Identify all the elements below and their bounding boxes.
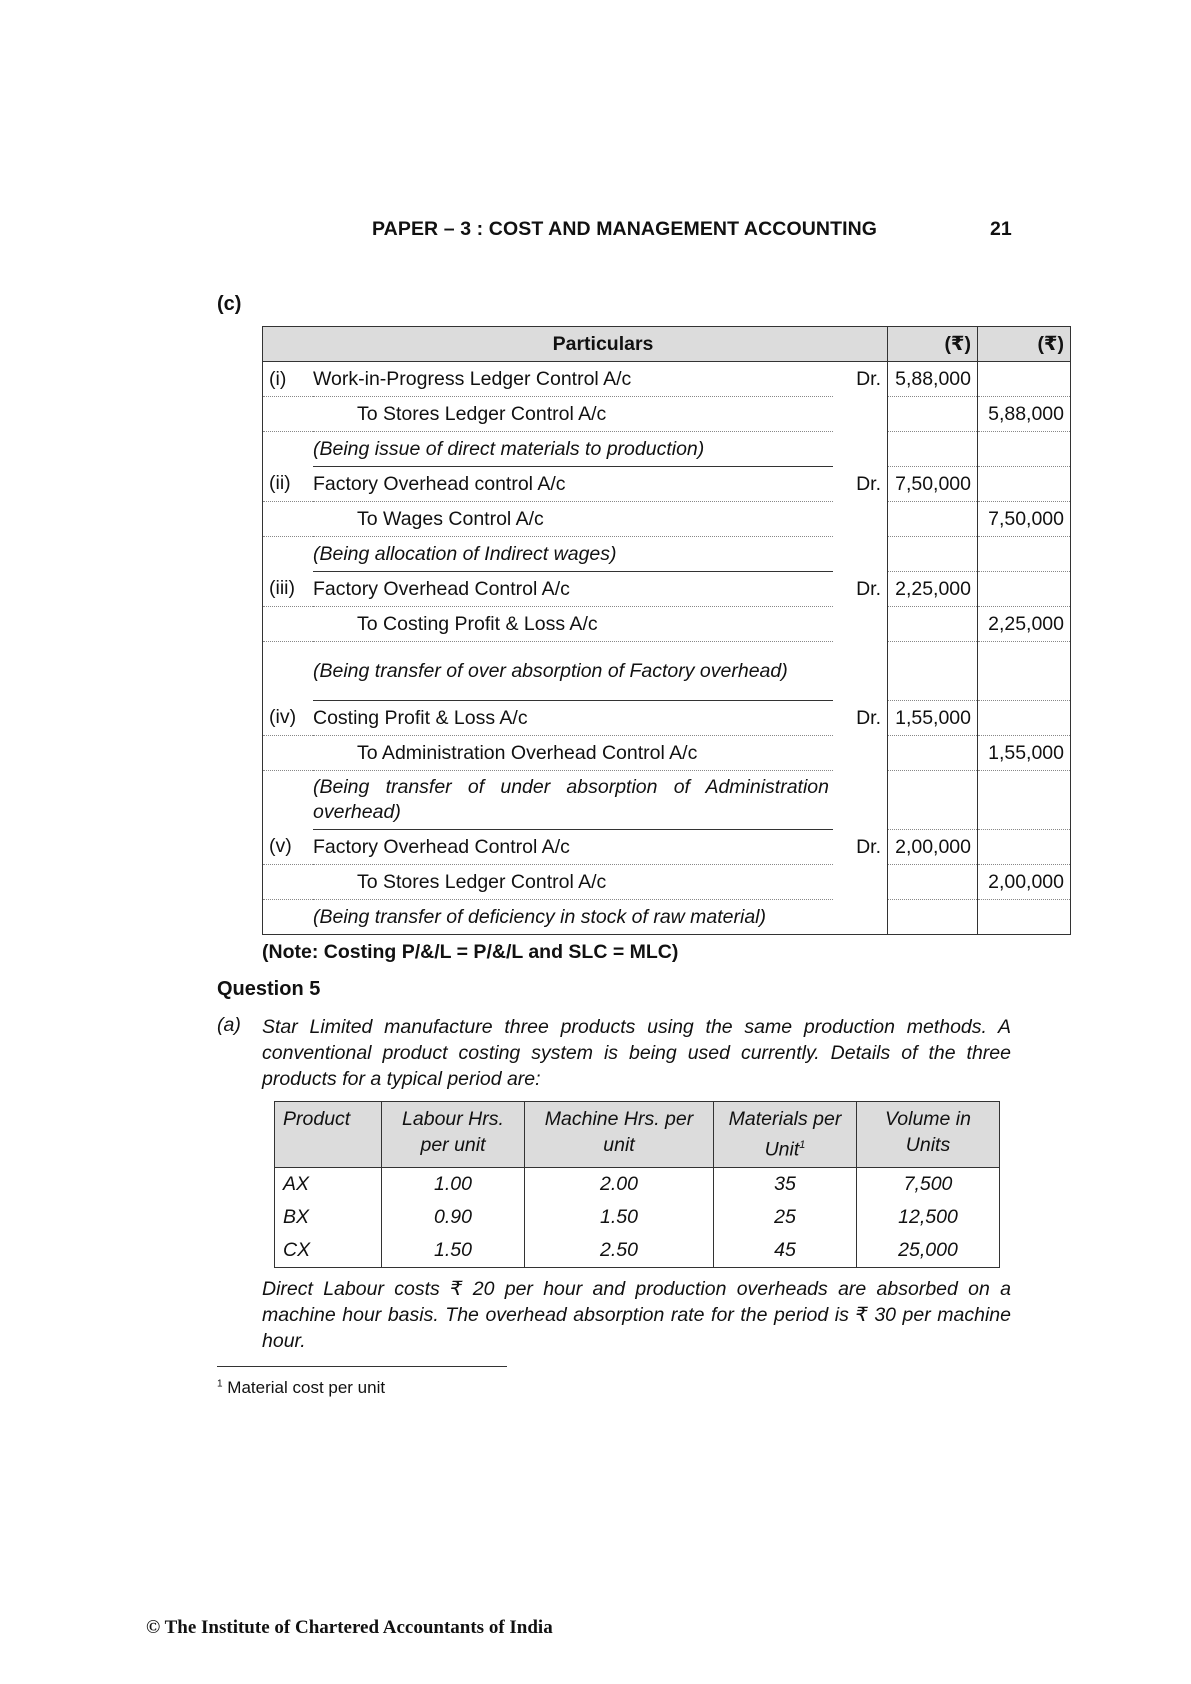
question-part-label: (a) [217,1014,241,1036]
journal-debit-row [263,467,1071,502]
credit-account: To Stores Ledger Control A/c [357,402,607,425]
footnote-text: Material cost per unit [227,1378,386,1397]
table-row [275,1201,1000,1234]
journal-narration-row [263,432,1071,467]
products-header-row [275,1102,1000,1168]
debit-amount: 5,88,000 [888,362,978,397]
page-header-title: PAPER – 3 : COST AND MANAGEMENT ACCOUNTING [372,218,878,240]
journal-entries-table [262,326,1071,935]
debit-amount-header: (₹) [888,327,978,362]
journal-credit-row [263,502,1071,537]
narration: (Being allocation of Indirect wages) [313,537,833,572]
credit-account: To Costing Profit & Loss A/c [357,612,598,635]
narration: (Being transfer of deficiency in stock of raw material) [313,900,833,935]
credit-account: To Wages Control A/c [357,507,544,530]
credit-amount: 1,55,000 [978,736,1071,771]
cell-materials: 35 [714,1167,857,1201]
dr-label: Dr. [856,577,881,600]
narration: (Being issue of direct materials to production) [313,432,833,467]
debit-account: Factory Overhead control A/c [313,467,833,502]
debit-amount: 7,50,000 [888,467,978,502]
cell-machine-hrs: 1.50 [525,1201,714,1234]
journal-note: (Note: Costing P/&/L = P/&/L and SLC = MLC) [262,941,679,963]
footnote-divider [217,1366,507,1367]
cell-machine-hrs: 2.50 [525,1234,714,1268]
cell-product: CX [275,1234,382,1268]
debit-amount: 2,25,000 [888,572,978,607]
narration: (Being transfer of over absorption of Factory overhead) [313,659,788,682]
particulars-header: Particulars [313,327,833,362]
credit-amount-header: (₹) [978,327,1071,362]
footnote-marker: 1 [799,1139,806,1151]
journal-narration-row [263,537,1071,572]
journal-credit-row [263,607,1071,642]
cell-machine-hrs: 2.00 [525,1167,714,1201]
credit-amount: 7,50,000 [978,502,1071,537]
cell-labour-hrs: 1.50 [382,1234,525,1268]
header-materials-label: Materials per Unit [728,1108,842,1161]
journal-credit-row [263,736,1071,771]
debit-account: Factory Overhead Control A/c [313,830,833,865]
dr-label: Dr. [856,367,881,390]
cell-volume: 25,000 [857,1234,1000,1268]
entry-number: (iv) [263,701,314,736]
header-labour-hrs: Labour Hrs. per unit [382,1102,525,1168]
header-product: Product [275,1102,382,1168]
table-row [275,1167,1000,1201]
section-label: (c) [217,293,242,315]
journal-credit-row [263,865,1071,900]
narration: (Being transfer of under absorption of Administration overhead) [313,776,829,823]
cell-product: BX [275,1201,382,1234]
cell-materials: 45 [714,1234,857,1268]
table-row [275,1234,1000,1268]
question-title: Question 5 [217,978,321,1000]
credit-account: To Administration Overhead Control A/c [357,741,698,764]
question-paragraph: Direct Labour costs ₹ 20 per hour and production overheads are absorbed on a machine hour basis. The overhead absorption rate for the period is ₹ 30 per machine hour. [262,1278,1011,1352]
journal-credit-row [263,397,1071,432]
page-number: 21 [990,218,1012,240]
debit-account: Factory Overhead Control A/c [313,572,833,607]
dr-label: Dr. [856,835,881,858]
dr-label: Dr. [856,706,881,729]
debit-amount: 2,00,000 [888,830,978,865]
journal-narration-row [263,900,1071,935]
header-materials [714,1102,857,1168]
journal-narration-row [263,771,1071,830]
cell-materials: 25 [714,1201,857,1234]
header-volume: Volume in Units [857,1102,1000,1168]
dr-label: Dr. [856,472,881,495]
credit-amount: 2,00,000 [978,865,1071,900]
header-machine-hrs: Machine Hrs. per unit [525,1102,714,1168]
debit-account: Costing Profit & Loss A/c [313,701,833,736]
credit-account: To Stores Ledger Control A/c [357,870,607,893]
entry-number: (iii) [263,572,314,607]
journal-debit-row [263,701,1071,736]
debit-account: Work-in-Progress Ledger Control A/c [313,362,833,397]
cell-labour-hrs: 1.00 [382,1167,525,1201]
cell-volume: 7,500 [857,1167,1000,1201]
entry-number: (ii) [263,467,314,502]
question-intro: Star Limited manufacture three products using the same production methods. A conventional product costing system is being used currently. Details of the three products for a typical period are: [262,1016,1011,1090]
journal-debit-row [263,830,1071,865]
journal-narration-row [263,642,1071,701]
cell-labour-hrs: 0.90 [382,1201,525,1234]
cell-product: AX [275,1167,382,1201]
footnote-number: 1 [217,1378,223,1390]
entry-number: (i) [263,362,314,397]
cell-volume: 12,500 [857,1201,1000,1234]
footnote [217,1378,385,1398]
copyright-footer: © The Institute of Chartered Accountants of India [146,1617,553,1638]
journal-debit-row [263,572,1071,607]
journal-debit-row [263,362,1071,397]
credit-amount: 5,88,000 [978,397,1071,432]
products-table [274,1101,1000,1268]
entry-number: (v) [263,830,314,865]
debit-amount: 1,55,000 [888,701,978,736]
journal-header-row [263,327,1071,362]
credit-amount: 2,25,000 [978,607,1071,642]
